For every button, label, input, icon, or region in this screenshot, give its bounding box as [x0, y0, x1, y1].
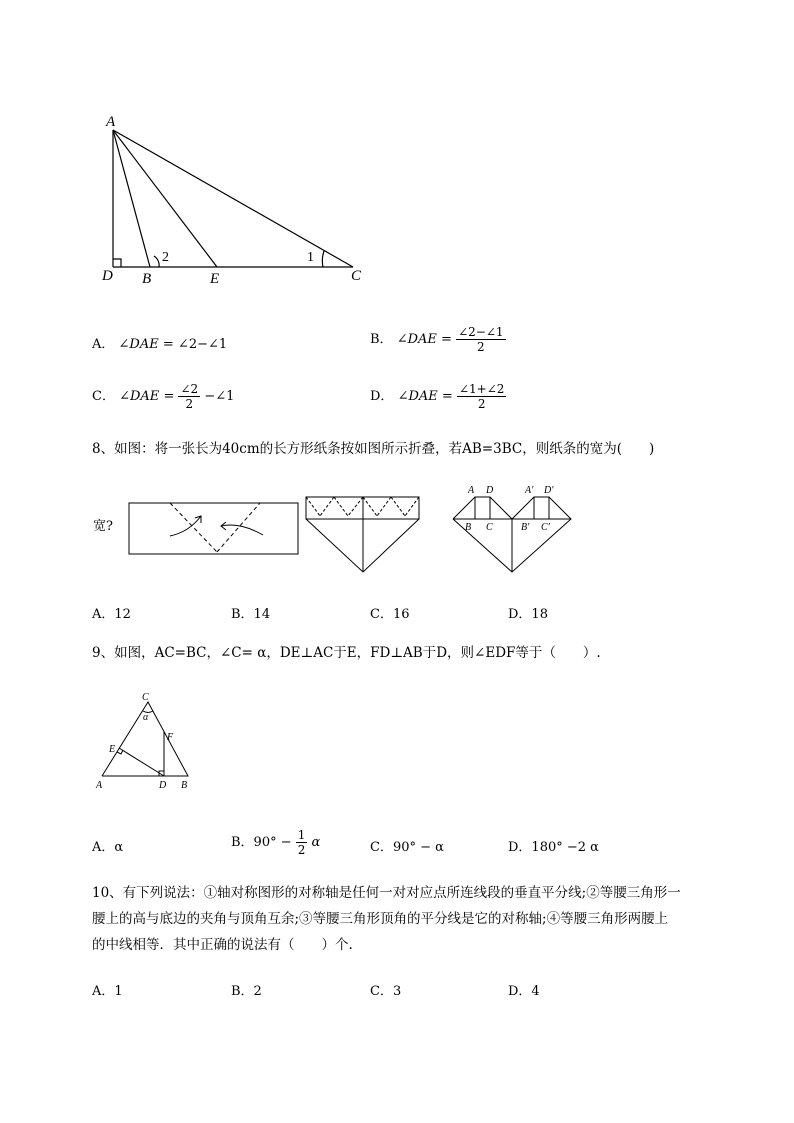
fold-arrow-right — [221, 525, 263, 535]
q8-option-b: B．14 — [231, 607, 271, 622]
label-B-prime: B′ — [521, 522, 530, 533]
q7-option-d: D． ∠DAE = $\frac{\angle 1+\angle 2}{2}$ — [370, 382, 505, 411]
q7-option-b: B． ∠DAE = $\frac{\angle 2-\angle 1}{2}$ — [370, 325, 504, 354]
q9-option-c: C．90° − α — [370, 840, 444, 855]
label-D: D — [102, 268, 113, 284]
q10-option-d: D．4 — [508, 984, 540, 999]
q10-option-a: A．1 — [92, 984, 123, 999]
label-B: B — [142, 271, 152, 287]
label-B: B — [181, 780, 188, 791]
segment-AC — [113, 130, 353, 267]
label-C: C — [486, 522, 493, 533]
label-E: E — [210, 271, 220, 287]
label-A-prime: A′ — [525, 485, 534, 496]
label-C-prime: C′ — [541, 522, 550, 533]
label-D-prime: D′ — [544, 485, 554, 496]
label-angle-1: 1 — [307, 250, 314, 265]
q8-option-c: C．16 — [370, 607, 410, 622]
q10-option-c: C．3 — [370, 984, 402, 999]
paper-strip — [129, 503, 298, 554]
angle-2-arc — [154, 256, 159, 267]
q8-option-d: D．18 — [508, 607, 548, 622]
right-angle-mark — [113, 259, 121, 267]
label-B: B — [465, 522, 472, 533]
label-D: D — [159, 780, 167, 791]
paper-strip-figure — [125, 480, 585, 580]
label-E: E — [109, 744, 116, 755]
q10-stem: 10、有下列说法：①轴对称图形的对称轴是任何一对对应点所连线段的垂直平分线;②等腰三角形一 腰上的高与底边的夹角与顶角互余;③等腰三角形顶角的平分线是它的对称轴;④等腰三角形两腰上 的中线相等．其中正确的说法有（ ）个. — [92, 885, 681, 953]
segment-AB — [113, 130, 150, 267]
label-C: C — [351, 268, 362, 284]
q8-stem: 8、如图：将一张长为40cm的长方形纸条按如图所示折叠，若AB=3BC，则纸条的宽为( ) — [92, 441, 655, 457]
q9-option-d: D．180° −2 α — [508, 840, 599, 855]
q9-stem: 9、如图，AC=BC，∠C= α，DE⊥AC于E，FD⊥AB于D，则∠EDF等于（ ）. — [92, 645, 601, 661]
label-alpha: α — [143, 712, 149, 723]
label-A: A — [106, 114, 116, 130]
q7-option-a: A． ∠DAE = ∠2−∠1 — [92, 337, 228, 352]
q10-option-b: B．2 — [231, 984, 262, 999]
label-D: D — [486, 485, 494, 496]
label-F: F — [167, 732, 174, 743]
q9-option-a: A．α — [92, 840, 124, 855]
triangle-figure-q7 — [95, 110, 385, 295]
label-A: A — [96, 780, 103, 791]
width-label: 宽? — [93, 519, 113, 534]
label-C: C — [142, 692, 149, 703]
fold-line-left — [170, 503, 217, 552]
segment-AE — [113, 130, 217, 267]
label-angle-2: 2 — [162, 250, 169, 265]
angle-1-arc — [322, 251, 324, 267]
label-A: A — [468, 485, 475, 496]
q9-option-b: B．90° − $\frac{1}{2}$ α — [231, 828, 321, 857]
q7-option-c: C． ∠DAE = $\frac{\angle 2}{2}$ −∠1 — [92, 382, 235, 411]
isosceles-triangle-figure — [92, 690, 202, 795]
q8-option-a: A．12 — [92, 607, 131, 622]
